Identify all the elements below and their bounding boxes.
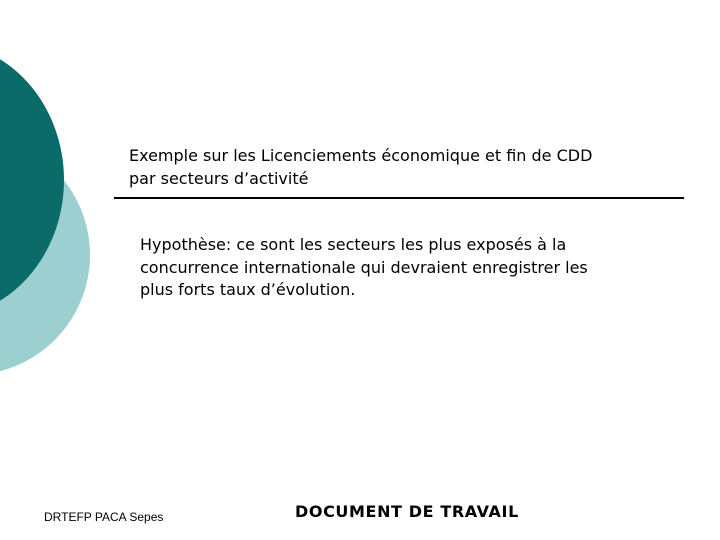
hypothesis-text bbox=[140, 234, 700, 302]
footer-source: DRTEFP PACA Sepes bbox=[44, 510, 164, 524]
hypothesis-line-2: concurrence internationale qui devraient enregistrer les bbox=[140, 257, 588, 277]
slide-title-line-2: par secteurs d’activité bbox=[129, 169, 309, 188]
hypothesis-line-1: Hypothèse: ce sont les secteurs les plus exposés à la bbox=[140, 235, 567, 254]
slide-title-line-1: Exemple sur les Licenciements économique et fin de CDD bbox=[129, 146, 593, 165]
footer-document-label: DOCUMENT DE TRAVAIL bbox=[295, 502, 519, 521]
slide-title bbox=[129, 144, 689, 190]
title-divider bbox=[114, 197, 684, 199]
hypothesis-line-3: plus forts taux d’évolution. bbox=[140, 280, 356, 299]
